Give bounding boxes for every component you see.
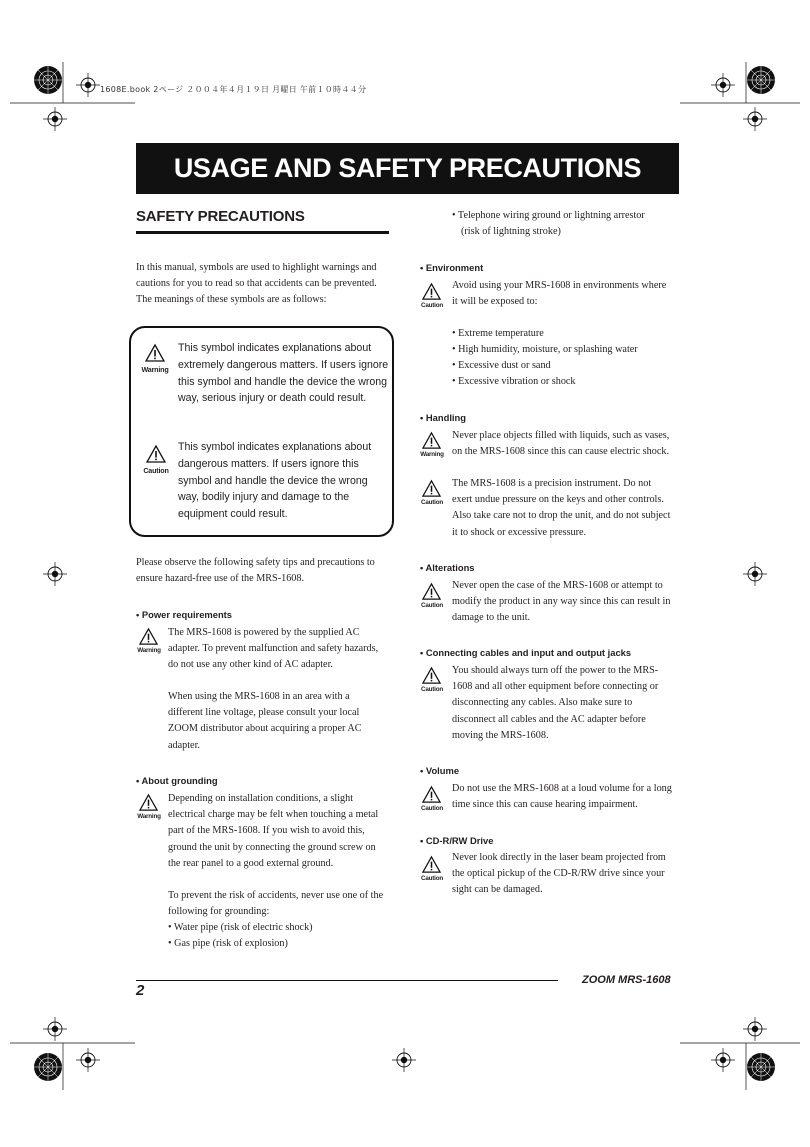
environment-heading: • Environment <box>420 262 484 273</box>
list-item: • Gas pipe (risk of explosion) <box>168 938 288 949</box>
cables-text: You should always turn off the power to the MRS-1608 and all other equipment before connecting or disconnecting any cables. Also make sure to disconnect all cables and the AC adapter before moving the MRS-1608. <box>452 665 659 741</box>
print-header: 1608E.book 2ページ ２００４年４月１９日 月曜日 午前１０時４４分 <box>100 85 367 94</box>
caution-icon: Caution <box>140 444 172 478</box>
section-heading: SAFETY PRECAUTIONS <box>136 208 305 225</box>
warning-icon: Warning <box>139 343 171 377</box>
warning-icon: Warning <box>417 431 449 465</box>
symbol-legend-box <box>129 326 394 537</box>
power-heading: • Power requirements <box>136 609 233 620</box>
grounding-text-risk: To prevent the risk of accidents, never use one of the following for grounding: <box>168 890 384 918</box>
warning-icon: Warning <box>134 627 166 661</box>
footer-rule <box>136 980 558 981</box>
caution-icon: Caution <box>417 282 449 316</box>
handling-warning-text: Never place objects filled with liquids, such as vases, on the MRS-1608 since this can cause electric shock. <box>452 430 670 458</box>
handling-heading: • Handling <box>420 412 466 423</box>
caution-icon: Caution <box>417 666 449 700</box>
environment-text: Avoid using your MRS-1608 in environments where it will be exposed to: <box>452 280 667 308</box>
handling-caution-text: The MRS-1608 is a precision instrument. Do not exert undue pressure on the keys and other controls. Also take care not to drop the unit, and do not subject it to shock or excessive pressure. <box>452 478 671 538</box>
list-item-continuation: (risk of lightning stroke) <box>461 226 561 237</box>
list-item: • Extreme temperature <box>452 328 544 339</box>
grounding-heading: • About grounding <box>136 775 218 786</box>
caution-icon: Caution <box>417 855 449 889</box>
alterations-text: Never open the case of the MRS-1608 or attempt to modify the product in any way since this can result in damage to the unit. <box>452 580 671 624</box>
grounding-list <box>168 920 390 952</box>
caution-icon: Caution <box>417 479 449 513</box>
footer-product-name: ZOOM MRS-1608 <box>582 974 671 986</box>
volume-text: Do not use the MRS-1608 at a loud volume for a long time since this can cause hearing impairment. <box>452 783 672 811</box>
caution-icon: Caution <box>417 785 449 819</box>
cdrw-heading: • CD-R/RW Drive <box>420 835 494 846</box>
list-item: • High humidity, moisture, or splashing water <box>452 344 638 355</box>
caution-description: This symbol indicates explanations about dangerous matters. If users ignore this symbol and handle the device the wrong way, bodily injury and damage to the equipment could result. <box>178 441 372 521</box>
power-text-voltage: When using the MRS-1608 in an area with a different line voltage, please consult your local ZOOM distributor about acquiring a proper AC adapter. <box>168 691 362 751</box>
observe-text: Please observe the following safety tips and precautions to ensure hazard-free use of the MRS-1608. <box>136 557 375 585</box>
intro-text: In this manual, symbols are used to highlight warnings and cautions for you to read so that accidents can be prevented. The meanings of these symbols are as follows: <box>136 262 377 306</box>
page-title: USAGE AND SAFETY PRECAUTIONS <box>136 143 679 194</box>
list-item: • Excessive vibration or shock <box>452 376 576 387</box>
cables-heading: • Connecting cables and input and output jacks <box>420 647 632 658</box>
power-text: The MRS-1608 is powered by the supplied AC adapter. To prevent malfunction and safety hazards, do not use any other kind of AC adapter. <box>168 627 379 671</box>
heading-rule <box>136 231 389 234</box>
list-item: • Telephone wiring ground or lightning arrestor <box>452 210 645 221</box>
volume-heading: • Volume <box>420 765 460 776</box>
caution-icon: Caution <box>417 582 449 616</box>
alterations-heading: • Alterations <box>420 562 475 573</box>
cdrw-text: Never look directly in the laser beam projected from the optical pickup of the CD-R/RW drive since your sight can be damaged. <box>452 852 666 896</box>
list-item: • Excessive dust or sand <box>452 360 551 371</box>
grounding-text: Depending on installation conditions, a slight electrical charge may be felt when touching a metal part of the MRS-1608. If you wish to avoid this, ground the unit by connecting the ground screw on the rear panel to a good external ground. <box>168 793 379 869</box>
warning-icon: Warning <box>134 793 166 827</box>
list-item: • Water pipe (risk of electric shock) <box>168 922 313 933</box>
warning-description: This symbol indicates explanations about extremely dangerous matters. If users ignore this symbol and handle the device the wrong way, serious injury or death could result. <box>178 342 389 405</box>
environment-list <box>452 326 674 390</box>
page-number: 2 <box>136 982 145 999</box>
